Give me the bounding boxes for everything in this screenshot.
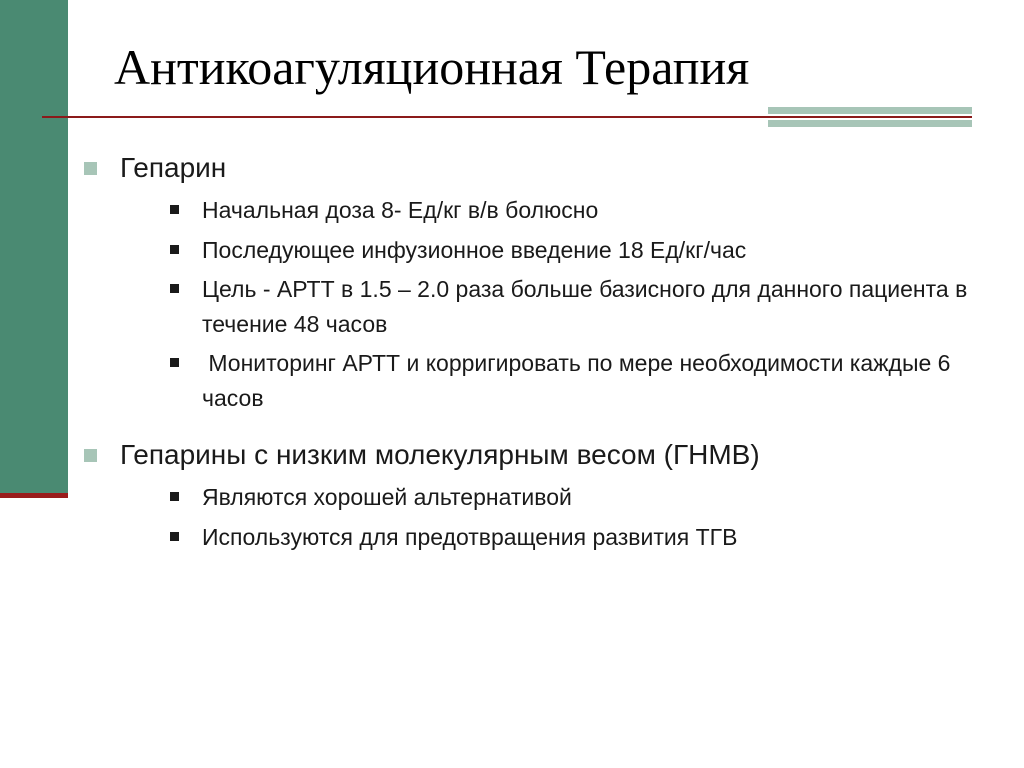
square-bullet-icon [170, 358, 179, 367]
section-heading: Гепарины с низким молекулярным весом (ГНМВ) [120, 439, 760, 470]
square-bullet-icon [170, 205, 179, 214]
list-item-text: Используются для предотвращения развития ТГВ [202, 523, 738, 550]
square-bullet-icon [84, 449, 97, 462]
section-items [120, 193, 980, 415]
square-bullet-icon [170, 245, 179, 254]
slide-content [80, 150, 980, 559]
slide-title: Антикоагуляционная Терапия [114, 39, 750, 95]
section-lmwh [80, 437, 980, 554]
section-heparin [80, 150, 980, 415]
list-item [120, 346, 980, 415]
square-bullet-icon [84, 162, 97, 175]
side-decor-bar [0, 0, 68, 493]
list-item [120, 233, 980, 268]
list-item-text: Являются хорошей альтернативой [202, 484, 572, 510]
list-item [120, 193, 980, 228]
list-item [120, 480, 980, 515]
section-items [120, 480, 980, 554]
title-accent-bar-top [768, 107, 972, 114]
side-decor-red-stripe [0, 493, 68, 498]
list-item-text: Мониторинг АРТТ и корригировать по мере необходимости каждые 6 часов [202, 350, 957, 411]
title-accent-bar-bottom [768, 120, 972, 127]
section-heading: Гепарин [120, 152, 227, 183]
list-item [120, 520, 980, 555]
list-item-text: Цель - АРТТ в 1.5 – 2.0 раза больше базисного для данного пациента в течение 48 часов [202, 276, 968, 337]
square-bullet-icon [170, 532, 179, 541]
list-item [120, 272, 980, 341]
list-item-text: Последующее инфузионное введение 18 Ед/кг/час [202, 236, 747, 263]
title-divider-line [42, 116, 972, 118]
square-bullet-icon [170, 284, 179, 293]
square-bullet-icon [170, 492, 179, 501]
list-item-text: Начальная доза 8- Ед/кг в/в болюсно [202, 197, 599, 223]
